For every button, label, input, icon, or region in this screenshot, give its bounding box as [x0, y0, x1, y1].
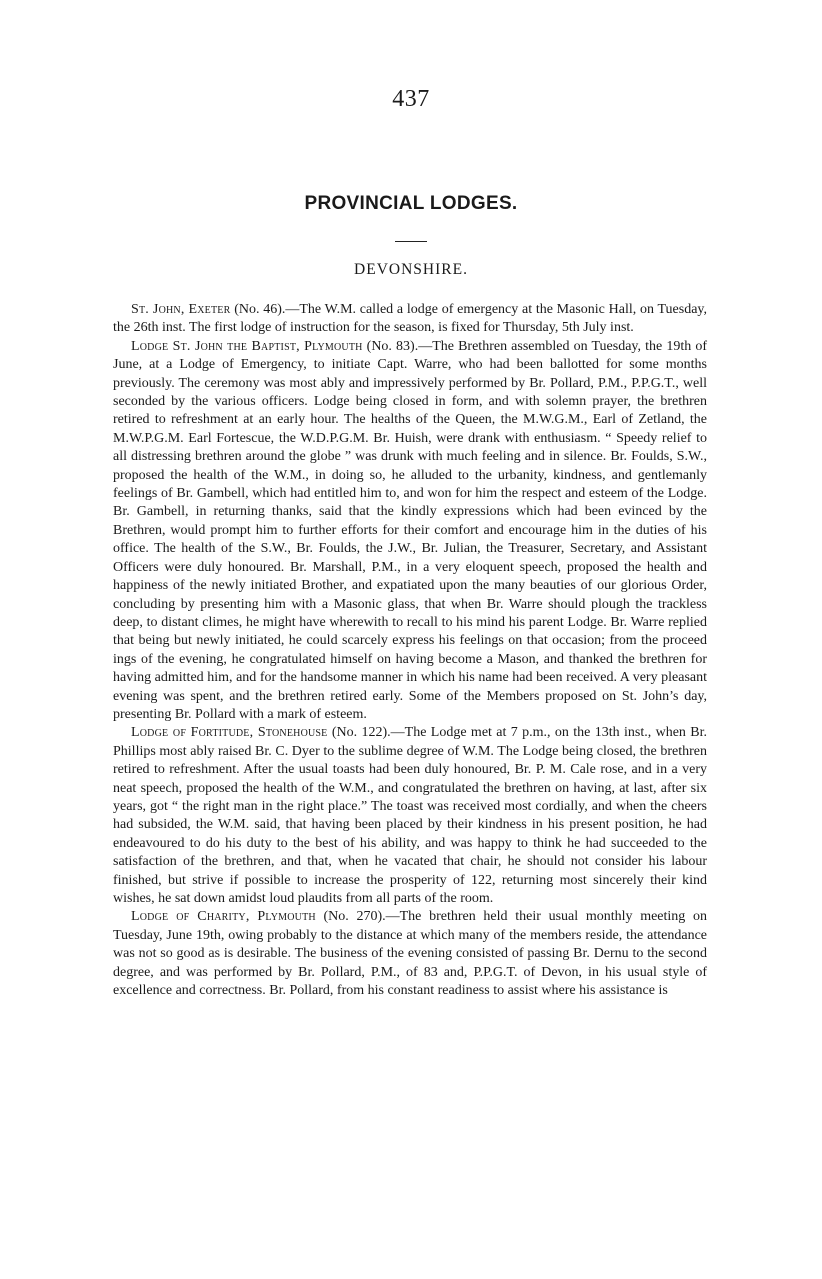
lodge-name: Lodge of Charity, Plymouth: [131, 909, 316, 925]
lodge-name: St. John, Exeter: [131, 302, 231, 317]
title-divider: [395, 241, 427, 242]
paragraph-text: (No. 83).—The Brethren assembled on Tuesday, the 19th of June, at a Lodge of Emergency, to initiate Capt. Warre, who had been ballotted for some months previously. The ceremony was most ably and impressively performed by Br. Pollard, P.M., P.P.G.T., well seconded by the various officers. Lodge being closed in form, and with solemn prayer, the brethren retired to refreshment at an early hour. The healths of the Queen, the M.W.G.M., Earl of Zetland, the M.W.P.G.M. Earl Fortescue, the W.D.P.G.M. Br. Huish, were drank with enthusiasm. “ Speedy relief to all distressing brethren around the globe ” was drunk with much feeling and in silence. Br. Foulds, S.W., proposed the health of the W.M., in doing so, he alluded to the urbanity, kindness, and gentlemanly feelings of Br. Gambell, which had entitled him to, and won for him the respect and esteem of the Lodge. Br. Gambell, in returning thanks, said that the kindly expressions which had been evinced by the Brethren, would prompt him to further efforts for their comfort and encourage him in the duties of his office. The health of the S.W., Br. Foulds, the J.W., Br. Julian, the Treasurer, Secretary, and Assistant Officers were duly honoured. Br. Marshall, P.M., in a very eloquent speech, proposed the health and happiness of the newly initiated Brother, and expatiated upon the many beauties of our glorious Order, concluding by presenting him with a Masonic glass, that when Br. Warre should plough the trackless deep, to distant climes, he might have wherewith to recall to his mind his parent Lodge. Br. Warre replied that being but newly initiated, he could scarcely express his feelings on that occasion; from the proceed ings of the evening, he congratulated himself on having become a Mason, and thanked the brethren for having admitted him, and for the handsome manner in which his name had been received. A very pleasant evening was spent, and the brethren retired early. Some of the Members proposed on St. John’s day, presenting Br. Pollard with a mark of esteem.: [113, 338, 707, 722]
paragraph-st-john-baptist-plymouth: [113, 338, 707, 725]
paragraph-charity-plymouth: [113, 908, 707, 1000]
page-title: PROVINCIAL LODGES.: [304, 193, 518, 214]
section-heading: DEVONSHIRE.: [354, 261, 468, 278]
lodge-name: Lodge of Fortitude, Stonehouse: [131, 725, 328, 741]
paragraph-fortitude-stonehouse: [113, 724, 707, 908]
paragraph-st-john-exeter: [113, 301, 707, 338]
paragraph-text: (No. 46).—The W.M. called a lodge of emergency at the Masonic Hall, on Tuesday, the 26th inst. The first lodge of instruction for the season, is fixed for Thursday, 5th July inst.: [113, 302, 707, 336]
paragraph-text: (No. 122).—The Lodge met at 7 p.m., on the 13th inst., when Br. Phillips most ably raised Br. C. Dyer to the sublime degree of W.M. The Lodge being closed, the brethren retired to refreshment. After the usual toasts had been duly honoured, Br. P. M. Cale rose, and in a very neat speech, proposed the health of the W.M., and congratulated the brethren on having, at last, after six years, got “ the right man in the right place.” The toast was received most cordially, and when the cheers had subsided, the W.M. said, that having been placed by their kindness in his present position, he had endeavoured to do his duty to the best of his ability, and was happy to think he had succeeded to the satisfaction of the brethren, and that, when he vacated that chair, he should not consider his labour finished, but strive if possible to increase the prosperity of 122, returning most sincerely their kind wishes, he sat down amidst loud plaudits from all parts of the room.: [113, 725, 707, 906]
paragraph-text: (No. 270).—The brethren held their usual monthly meeting on Tuesday, June 19th, owing probably to the distance at which many of the members reside, the attendance was not so good as is desirable. The business of the evening consisted of passing Br. Dernu to the second degree, and was performed by Br. Pollard, P.M., of 83 and, P.P.G.T. of Devon, in his usual style of excellence and correctness. Br. Pollard, from his constant readiness to assist where his assistance is: [113, 909, 707, 999]
article-body: [113, 301, 707, 1000]
lodge-name: Lodge St. John the Baptist, Plymouth: [131, 338, 363, 354]
page-number: 437: [392, 86, 430, 112]
